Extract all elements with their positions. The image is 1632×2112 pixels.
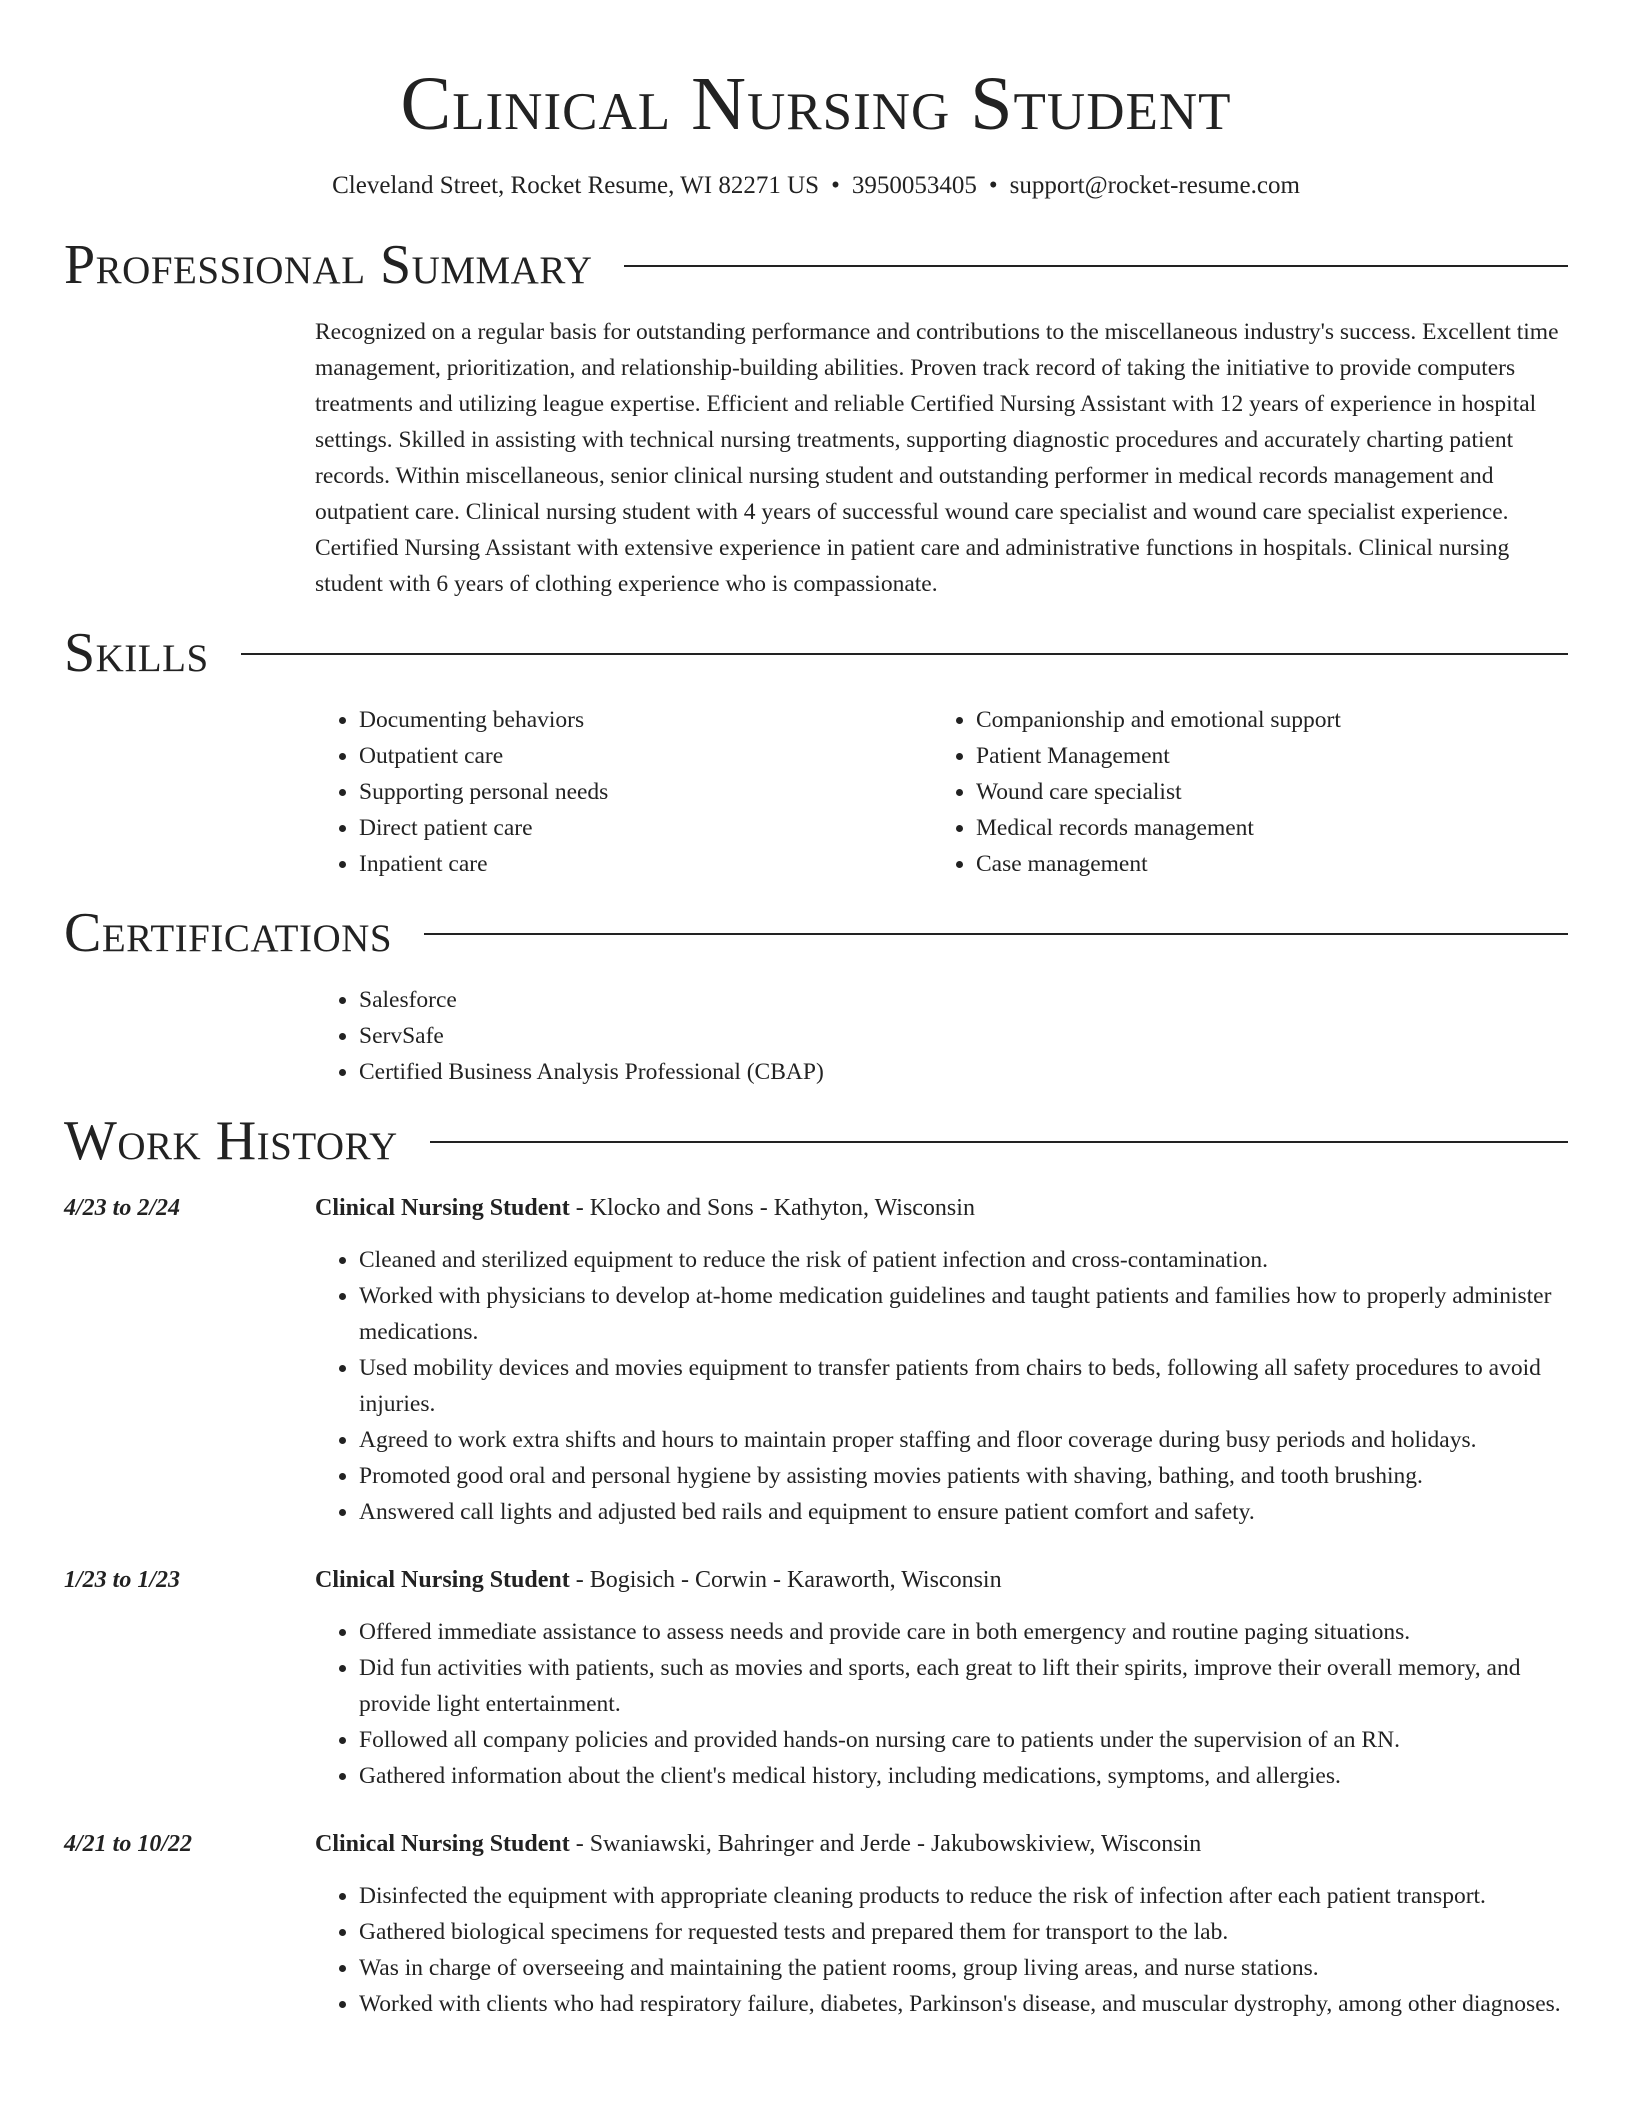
- skills-column-right: [932, 702, 1549, 882]
- summary-block: [315, 314, 1568, 602]
- skill-item: • Case management: [976, 846, 1549, 882]
- skills-column-left: [315, 702, 932, 882]
- certifications-list: [315, 982, 1568, 1090]
- job-bullet: • Agreed to work extra shifts and hours to maintain proper staffing and floor coverage during busy periods and holidays.: [359, 1422, 1568, 1458]
- job-bullet: • Followed all company policies and provided hands-on nursing care to patients under the supervision of an RN.: [359, 1722, 1568, 1758]
- job-bullet: • Used mobility devices and movies equipment to transfer patients from chairs to beds, following all safety procedures to avoid injuries.: [359, 1350, 1568, 1422]
- job-role: Clinical Nursing Student: [315, 1831, 570, 1857]
- certification-item: • Certified Business Analysis Professional (CBAP): [359, 1054, 1568, 1090]
- section-summary-header: [64, 234, 1568, 296]
- section-divider: [241, 653, 1568, 655]
- skill-item: • Patient Management: [976, 738, 1549, 774]
- job-bullet: • Worked with clients who had respiratory failure, diabetes, Parkinson's disease, and muscular dystrophy, among other diagnoses.: [359, 1986, 1568, 2022]
- job-bullet: • Disinfected the equipment with appropriate cleaning products to reduce the risk of infection after each patient transport.: [359, 1878, 1568, 1914]
- job-title-line: [315, 1826, 1568, 1862]
- job-details: [315, 1562, 1568, 1794]
- section-divider: [424, 933, 1568, 935]
- job-role: Clinical Nursing Student: [315, 1195, 570, 1221]
- skill-item: • Documenting behaviors: [359, 702, 932, 738]
- job-title-line: [315, 1190, 1568, 1226]
- job-bullet: • Did fun activities with patients, such as movies and sports, each great to lift their spirits, improve their overall memory, and provide light entertainment.: [359, 1650, 1568, 1722]
- section-work-header: [64, 1110, 1568, 1172]
- contact-line: [64, 170, 1568, 202]
- job-title-line: [315, 1562, 1568, 1598]
- skill-item: • Supporting personal needs: [359, 774, 932, 810]
- summary-text: Recognized on a regular basis for outstanding performance and contributions to the miscellaneous industry's success. Excellent time management, prioritization, and relationship-building abilities. Proven track record of taking the initiative to provide computers treatments and utilizing league expertise. Efficient and reliable Certified Nursing Assistant with 12 years of experience in hospital settings. Skilled in assisting with technical nursing treatments, supporting diagnostic procedures and accurately charting patient records. Within miscellaneous, senior clinical nursing student and outstanding performer in medical records management and outpatient care. Clinical nursing student with 4 years of successful wound care specialist and wound care specialist experience. Certified Nursing Assistant with extensive experience in patient care and administrative functions in hospitals. Clinical nursing student with 6 years of clothing experience who is compassionate.: [315, 319, 1559, 597]
- job-bullet: • Worked with physicians to develop at-home medication guidelines and taught patients and families how to properly administer medications.: [359, 1278, 1568, 1350]
- job-details: [315, 1826, 1568, 2022]
- section-heading: Certifications: [64, 902, 393, 964]
- job-bullets: [315, 1878, 1568, 2022]
- job-bullet: • Gathered information about the client's medical history, including medications, symptoms, and allergies.: [359, 1758, 1568, 1794]
- section-divider: [624, 265, 1568, 267]
- job-entry: [64, 1190, 1568, 1530]
- section-heading: Skills: [64, 622, 209, 684]
- job-bullet: • Promoted good oral and personal hygiene by assisting movies patients with shaving, bathing, and tooth brushing.: [359, 1458, 1568, 1494]
- contact-address: Cleveland Street, Rocket Resume, WI 82271 US: [332, 172, 820, 199]
- job-employer: - Bogisich - Corwin - Karaworth, Wisconsin: [569, 1567, 1002, 1593]
- section-certifications-header: [64, 902, 1568, 964]
- skill-item: • Direct patient care: [359, 810, 932, 846]
- section-divider: [430, 1141, 1568, 1143]
- skill-item: • Outpatient care: [359, 738, 932, 774]
- skill-item: • Wound care specialist: [976, 774, 1549, 810]
- job-employer: - Swaniawski, Bahringer and Jerde - Jakubowskiview, Wisconsin: [569, 1831, 1202, 1857]
- job-dates: 4/21 to 10/22: [64, 1831, 193, 1857]
- job-role: Clinical Nursing Student: [315, 1567, 570, 1593]
- job-bullet: • Offered immediate assistance to assess needs and provide care in both emergency and routine paging situations.: [359, 1614, 1568, 1650]
- section-heading: Professional Summary: [64, 234, 593, 296]
- skill-item: • Inpatient care: [359, 846, 932, 882]
- section-skills-header: [64, 622, 1568, 684]
- section-heading: Work History: [64, 1110, 398, 1172]
- job-details: [315, 1190, 1568, 1530]
- certification-item: • Salesforce: [359, 982, 1568, 1018]
- job-bullets: [315, 1614, 1568, 1794]
- contact-separator: •: [831, 172, 840, 199]
- job-dates: 1/23 to 1/23: [64, 1567, 181, 1593]
- job-bullet: • Gathered biological specimens for requested tests and prepared them for transport to the lab.: [359, 1914, 1568, 1950]
- skill-item: • Medical records management: [976, 810, 1549, 846]
- contact-email: support@rocket-resume.com: [1009, 172, 1300, 199]
- job-entry: [64, 1826, 1568, 2022]
- certification-item: • ServSafe: [359, 1018, 1568, 1054]
- contact-separator: •: [988, 172, 998, 199]
- skill-item: • Companionship and emotional support: [976, 702, 1549, 738]
- job-bullet: • Was in charge of overseeing and maintaining the patient rooms, group living areas, and nurse stations.: [359, 1950, 1568, 1986]
- resume-title: Clinical Nursing Student: [400, 62, 1232, 146]
- job-dates: 4/23 to 2/24: [64, 1195, 181, 1221]
- contact-phone: 3950053405: [851, 172, 977, 199]
- skills-list: [315, 702, 1568, 882]
- job-bullet: • Answered call lights and adjusted bed rails and equipment to ensure patient comfort and safety.: [359, 1494, 1568, 1530]
- job-bullet: • Cleaned and sterilized equipment to reduce the risk of patient infection and cross-contamination.: [359, 1242, 1568, 1278]
- job-bullets: [315, 1242, 1568, 1530]
- job-entry: [64, 1562, 1568, 1794]
- job-employer: - Klocko and Sons - Kathyton, Wisconsin: [569, 1195, 975, 1221]
